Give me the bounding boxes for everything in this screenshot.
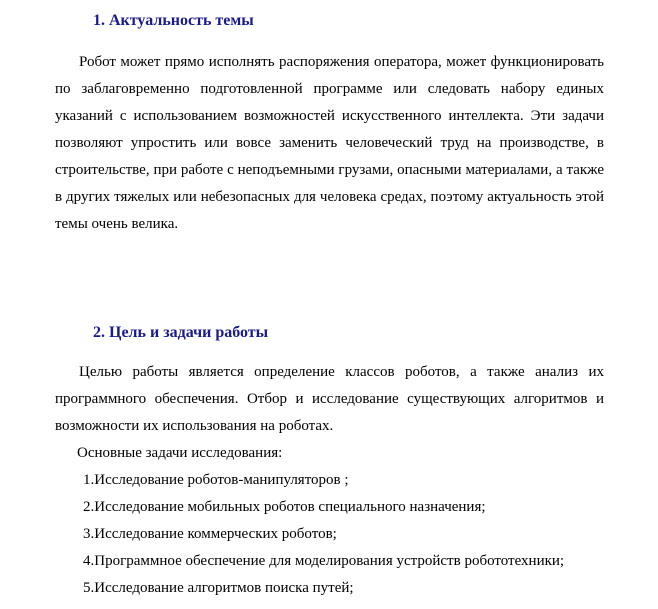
- task-item: 3.Исследование коммерческих роботов;: [83, 526, 337, 542]
- section-heading-relevance: 1. Актуальность темы: [93, 12, 254, 29]
- task-item: 4.Программное обеспечение для моделирования устройств робототехники;: [83, 553, 565, 569]
- paragraph-relevance: Робот может прямо исполнять распоряжения оператора, может функционировать по заблаговременно подготовленной программе или следовать набору единых указаний с использованием возможностей искусственного интеллекта. Эти задачи позволяют упростить или вовсе заменить человеческий труд на производстве, в строительстве, при работе с неподъемными грузами, опасными материалами, а также в других тяжелых или небезопасных для человека средах, поэтому актуальность этой темы очень велика.: [55, 54, 604, 232]
- section-heading-goals: 2. Цель и задачи работы: [93, 324, 269, 341]
- task-item: 5.Исследование алгоритмов поиска путей;: [83, 580, 354, 596]
- tasks-intro: Основные задачи исследования:: [77, 445, 283, 461]
- task-item: 1.Исследование роботов-манипуляторов ;: [83, 472, 349, 488]
- paragraph-goals: Целью работы является определение классов роботов, а также анализ их программного обеспечения. Отбор и исследование существующих алгоритмов и возможности их использования на роботах.: [55, 364, 604, 434]
- task-item: 2.Исследование мобильных роботов специального назначения;: [83, 499, 486, 515]
